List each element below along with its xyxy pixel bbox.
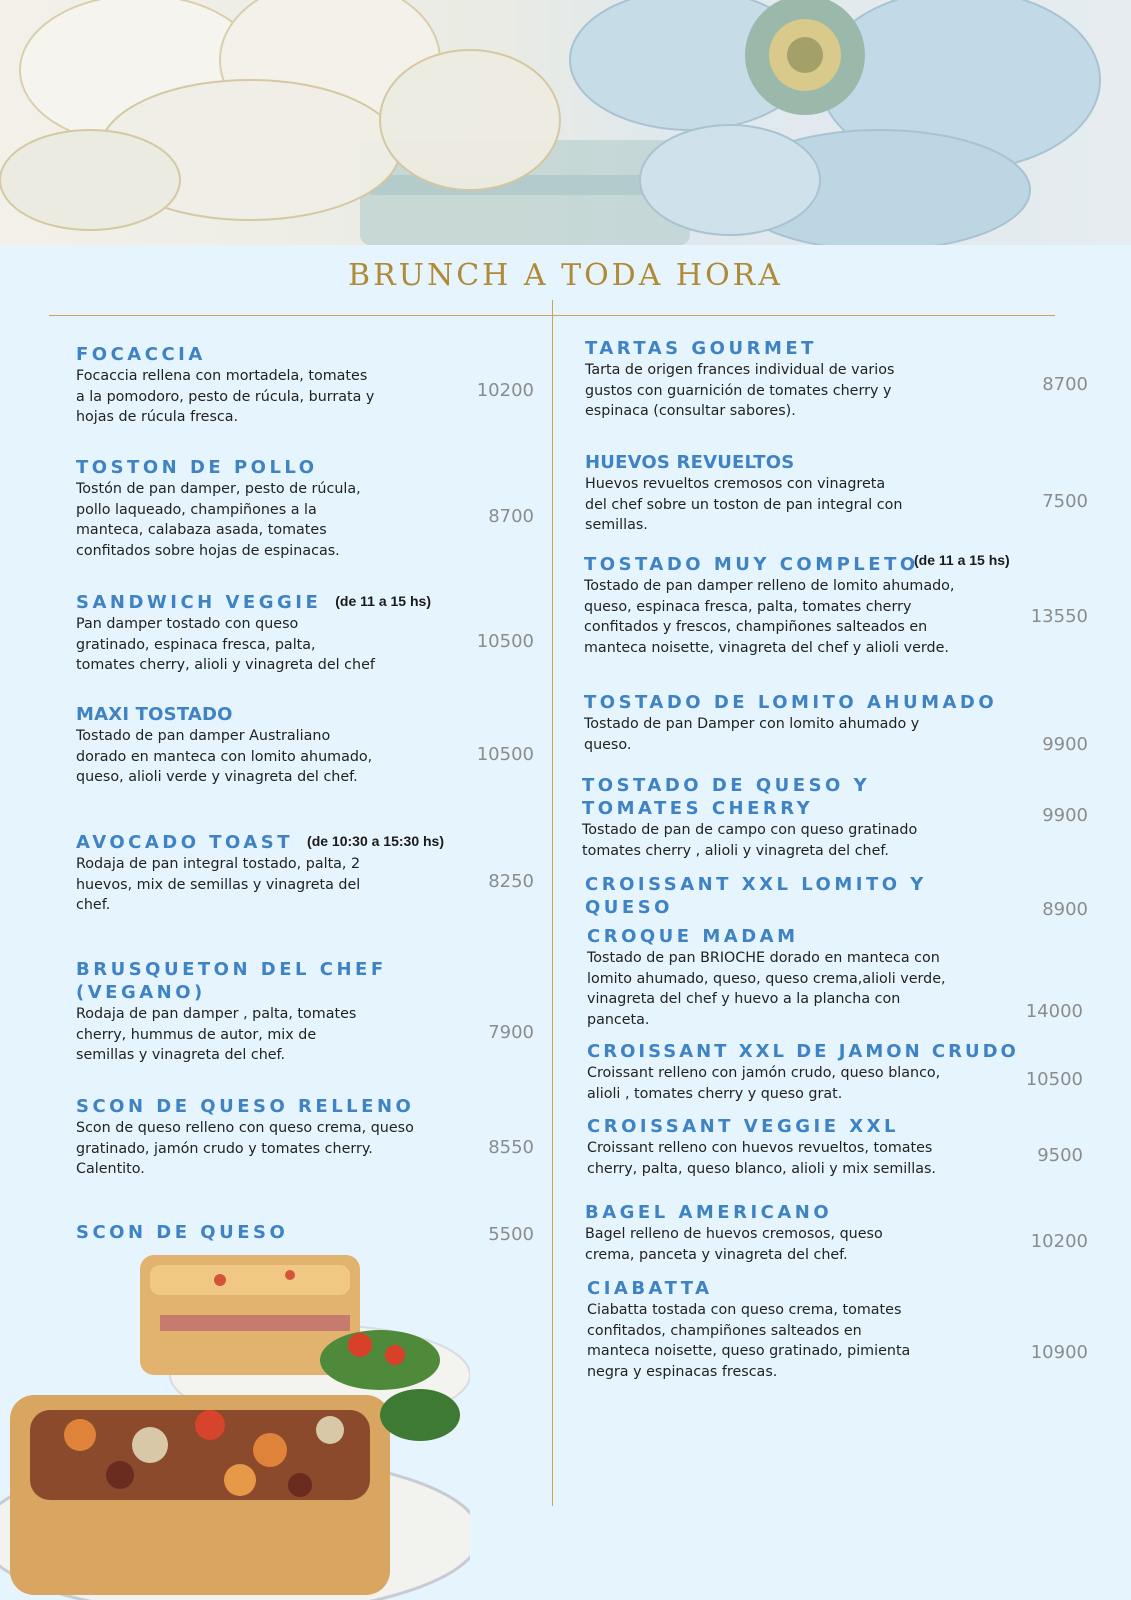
item-price: 10500 (476, 631, 534, 652)
menu-item-brusqueton-del-chef (76, 958, 387, 1066)
item-name: CROISSANT XXL DE JAMON CRUDO (587, 1041, 1019, 1062)
item-desc: Tostado de pan BRIOCHE dorado en manteca con lomito ahumado, queso, queso crema,alioli verde, vinagreta del chef y huevo a la plancha con panceta. (587, 950, 946, 1028)
item-price: 9900 (1042, 734, 1088, 755)
menu-item-focaccia (76, 343, 374, 428)
menu-item-scon-de-queso-relleno (76, 1095, 414, 1180)
item-hours: (de 11 a 15 hs) (914, 552, 1010, 568)
item-name: SCON DE QUESO (76, 1222, 289, 1243)
item-desc: Pan damper tostado con queso gratinado, espinaca fresca, palta, tomates cherry, alioli y vinagreta del chef (76, 616, 375, 673)
item-name: TOSTADO DE QUESO Y TOMATES CHERRY (582, 775, 871, 819)
item-price: 8700 (488, 506, 534, 527)
menu-title: BRUNCH A TODA HORA (348, 258, 783, 293)
column-divider (552, 300, 553, 1506)
item-price: 9500 (1037, 1145, 1083, 1166)
item-name: SCON DE QUESO RELLENO (76, 1096, 415, 1117)
menu-item-toston-de-pollo (76, 456, 361, 561)
item-name: HUEVOS REVUELTOS (585, 452, 795, 473)
item-desc: Tostado de pan damper Australiano dorado en manteca con lomito ahumado, queso, alioli verde y vinagreta del chef. (76, 728, 373, 785)
item-name: TOSTADO MUY COMPLETO (584, 554, 919, 575)
item-desc: Tostón de pan damper, pesto de rúcula, pollo laqueado, champiñones a la manteca, calabaza asada, tomates confitados sobre hojas de espinacas. (76, 481, 361, 559)
item-desc: Croissant relleno con jamón crudo, queso blanco, alioli , tomates cherry y queso grat. (587, 1065, 941, 1102)
flower-illustration (0, 0, 1131, 245)
item-name: BAGEL AMERICANO (585, 1202, 833, 1223)
item-price: 7900 (488, 1022, 534, 1043)
item-name: AVOCADO TOAST (76, 832, 294, 853)
item-hours: (de 11 a 15 hs) (335, 593, 431, 609)
menu-item-croque-madam (587, 925, 946, 1030)
item-desc: Croissant relleno con huevos revueltos, tomates cherry, palta, queso blanco, alioli y mix semillas. (587, 1140, 936, 1177)
item-name: CROISSANT XXL LOMITO Y QUESO (585, 874, 927, 918)
item-hours: (de 10:30 a 15:30 hs) (307, 833, 445, 849)
menu-item-maxi-tostado (76, 703, 372, 788)
menu-item-tostado-muy-completo (584, 553, 954, 658)
menu-item-ciabatta (587, 1277, 910, 1382)
item-price: 8700 (1042, 374, 1088, 395)
item-desc: Tostado de pan Damper con lomito ahumado y queso. (584, 716, 920, 753)
item-price: 10900 (1030, 1342, 1088, 1363)
item-desc: Huevos revueltos cremosos con vinagreta del chef sobre un toston de pan integral con semillas. (585, 476, 903, 533)
menu-item-avocado-toast (76, 830, 444, 916)
item-price: 8900 (1042, 899, 1088, 920)
item-desc: Bagel relleno de huevos cremosos, queso crema, panceta y vinagreta del chef. (585, 1226, 883, 1263)
item-desc: Scon de queso relleno con queso crema, queso gratinado, jamón crudo y tomates cherry. Calentito. (76, 1120, 414, 1177)
item-desc: Focaccia rellena con mortadela, tomates a la pomodoro, pesto de rúcula, burrata y hojas de rúcula fresca. (76, 368, 375, 425)
menu-item-tostado-de-lomito-ahumado (584, 691, 997, 755)
menu-item-tostado-de-queso-y-tomates-cherry (582, 774, 917, 861)
item-desc: Ciabatta tostada con queso crema, tomates confitados, champiñones salteados en manteca noisette, queso gratinado, pimienta negra y espinacas frescas. (587, 1302, 911, 1380)
item-name: TOSTON DE POLLO (76, 457, 318, 478)
menu-item-croissant-veggie-xxl (587, 1115, 936, 1179)
item-price: 8550 (488, 1137, 534, 1158)
food-photo (0, 1245, 470, 1600)
item-price: 8250 (488, 871, 534, 892)
item-desc: Rodaja de pan integral tostado, palta, 2 huevos, mix de semillas y vinagreta del chef. (76, 856, 361, 913)
menu-item-tartas-gourmet (585, 337, 894, 422)
item-name: FOCACCIA (76, 344, 206, 365)
menu-item-scon-de-queso (76, 1221, 288, 1244)
floral-banner (0, 0, 1131, 245)
menu-item-croissant-xxl-lomito-y-queso (585, 873, 927, 919)
item-name: SANDWICH VEGGIE (76, 592, 322, 613)
item-price: 10500 (1025, 1069, 1083, 1090)
item-price: 13550 (1030, 606, 1088, 627)
item-price: 10200 (476, 380, 534, 401)
item-desc: Tarta de origen frances individual de varios gustos con guarnición de tomates cherry y espinaca (consultar sabores). (585, 362, 895, 419)
menu-item-sandwich-veggie (76, 590, 431, 676)
item-price: 5500 (488, 1224, 534, 1245)
item-name: BRUSQUETON DEL CHEF (VEGANO) (76, 959, 387, 1003)
item-price: 10200 (1030, 1231, 1088, 1252)
menu-item-bagel-americano (585, 1201, 883, 1265)
item-name: TOSTADO DE LOMITO AHUMADO (584, 692, 998, 713)
item-name: MAXI TOSTADO (76, 704, 233, 725)
item-desc: Tostado de pan damper relleno de lomito ahumado, queso, espinaca fresca, palta, tomates cherry confitados y frescos, champiñones salteados en manteca noisette, vinagreta del chef y alioli verde. (584, 578, 955, 656)
item-name: CROQUE MADAM (587, 926, 799, 947)
item-price: 14000 (1025, 1001, 1083, 1022)
item-desc: Rodaja de pan damper , palta, tomates cherry, hummus de autor, mix de semillas y vinagreta del chef. (76, 1006, 357, 1063)
item-name: CIABATTA (587, 1278, 713, 1299)
menu-item-huevos-revueltos (585, 451, 902, 536)
item-price: 7500 (1042, 491, 1088, 512)
menu-item-croissant-xxl-de-jamon-crudo (587, 1040, 1019, 1104)
item-desc: Tostado de pan de campo con queso gratinado tomates cherry , alioli y vinagreta del chef. (582, 822, 918, 859)
item-price: 10500 (476, 744, 534, 765)
item-name: TARTAS GOURMET (585, 338, 817, 359)
item-name: CROISSANT VEGGIE XXL (587, 1116, 899, 1137)
item-price: 9900 (1042, 805, 1088, 826)
